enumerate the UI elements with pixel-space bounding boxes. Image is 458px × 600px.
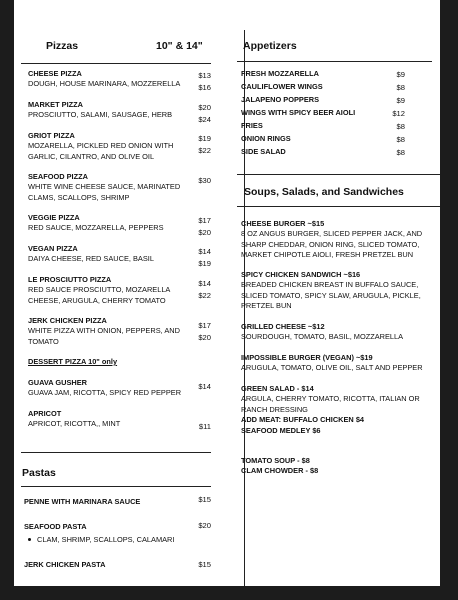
price-14: $20 xyxy=(198,333,211,342)
price: $8 xyxy=(396,83,405,92)
price-10: $14 xyxy=(198,247,211,256)
price: $15 xyxy=(198,495,211,504)
menu-item: VEGAN PIZZA DAIYA CHEESE, RED SAUCE, BASIL xyxy=(28,244,154,264)
price: $14 xyxy=(198,382,211,391)
menu-item: GUAVA GUSHER GUAVA JAM, RICOTTA, SPICY RED PEPPER xyxy=(28,378,182,398)
menu-item: GREEN SALAD - $14 ARGULA, CHERRY TOMATO, RICOTTA, ITALIAN OR RANCH DRESSING ADD MEAT: BUFFALO CHICKEN $4 SEAFOOD MEDLEY $6 xyxy=(241,384,420,435)
pastas-rule xyxy=(21,486,211,487)
price: $12 xyxy=(392,109,405,118)
price-10: $13 xyxy=(198,71,211,80)
menu-item: TOMATO SOUP - $8 xyxy=(241,456,310,465)
price: $20 xyxy=(198,521,211,530)
price: $9 xyxy=(396,96,405,105)
pizzas-sizes: 10" & 14" xyxy=(156,40,203,52)
menu-item: SPICY CHICKEN SANDWICH ~$16 BREADED CHICKEN BREAST IN BUFFALO SAUCE, SLICED TOMATO, SPICY SLAW, ARUGULA, PICKLE, PRETZEL BUN xyxy=(241,270,421,311)
appetizers-heading: Appetizers xyxy=(243,40,297,52)
price-10: $14 xyxy=(198,279,211,288)
list-item: CLAM, SHRIMP, SCALLOPS, CALAMARI xyxy=(24,535,174,545)
soups-top-rule xyxy=(237,174,440,175)
menu-page xyxy=(14,0,440,586)
price: $11 xyxy=(198,422,211,431)
pastas-top-rule xyxy=(21,452,211,453)
price-10: $17 xyxy=(198,321,211,330)
menu-item: ONION RINGS xyxy=(241,134,291,143)
menu-item: VEGGIE PIZZA RED SAUCE, MOZZARELLA, PEPPERS xyxy=(28,213,164,233)
appetizers-rule xyxy=(237,61,432,62)
soups-rule xyxy=(237,206,440,207)
menu-item: CHEESE BURGER ~$15 8 OZ ANGUS BURGER, SLICED PEPPER JACK, AND SHARP CHEDDAR, ONION RING, SLICED TOMATO, MARKET CHIPOTLE AIOLI, FRESH PRETZEL BUN xyxy=(241,219,423,260)
menu-item: MARKET PIZZA PROSCIUTTO, SALAMI, SAUSAGE, HERB xyxy=(28,100,173,120)
dessert-heading: DESSERT PIZZA 10" only xyxy=(28,357,118,366)
price-14: $20 xyxy=(198,228,211,237)
menu-item: APRICOT APRICOT, RICOTTA,, MINT xyxy=(28,409,121,429)
menu-item: CLAM CHOWDER - $8 xyxy=(241,466,319,475)
price-14: $24 xyxy=(198,115,211,124)
menu-item: GRILLED CHEESE ~$12 SOURDOUGH, TOMATO, BASIL, MOZZARELLA xyxy=(241,322,404,342)
price-10: $19 xyxy=(198,134,211,143)
pastas-heading: Pastas xyxy=(22,467,56,479)
menu-item: CAULIFLOWER WINGS xyxy=(241,82,323,91)
menu-item: JALAPENO POPPERS xyxy=(241,95,320,104)
menu-item: JERK CHICKEN PASTA xyxy=(24,560,106,569)
menu-item: FRIES xyxy=(241,121,263,130)
price: $8 xyxy=(396,122,405,131)
menu-item: CHEESE PIZZA DOUGH, HOUSE MARINARA, MOZZERELLA xyxy=(28,69,181,89)
menu-item: SIDE SALAD xyxy=(241,147,286,156)
menu-item: SEAFOOD PIZZA WHITE WINE CHEESE SAUCE, MARINATED CLAMS, SCALLOPS, SHRIMP xyxy=(28,172,181,202)
price-14: $19 xyxy=(198,259,211,268)
menu-item: PENNE WITH MARINARA SAUCE xyxy=(24,497,141,506)
menu-item: FRESH MOZZARELLA xyxy=(241,69,320,78)
price: $8 xyxy=(396,148,405,157)
bullet-icon xyxy=(28,538,31,541)
price: $15 xyxy=(198,560,211,569)
soups-heading: Soups, Salads, and Sandwiches xyxy=(244,186,404,198)
price-10: $30 xyxy=(198,176,211,185)
price-10: $20 xyxy=(198,103,211,112)
price: $9 xyxy=(396,70,405,79)
menu-item: WINGS WITH SPICY BEER AIOLI xyxy=(241,108,356,117)
menu-item: IMPOSSIBLE BURGER (VEGAN) ~$19 ARUGULA, TOMATO, OLIVE OIL, SALT AND PEPPER xyxy=(241,353,423,373)
pizzas-rule xyxy=(21,63,211,64)
menu-item: LE PROSCIUTTO PIZZA RED SAUCE PROSCIUTTO, MOZARELLA CHEESE, ARUGULA, CHERRY TOMATO xyxy=(28,275,170,305)
menu-item: JERK CHICKEN PIZZA WHITE PIZZA WITH ONION, PEPPERS, AND TOMATO xyxy=(28,316,180,346)
price: $8 xyxy=(396,135,405,144)
price-14: $22 xyxy=(198,291,211,300)
price-14: $16 xyxy=(198,83,211,92)
pizzas-heading: Pizzas xyxy=(46,40,79,52)
price-10: $17 xyxy=(198,216,211,225)
price-14: $22 xyxy=(198,146,211,155)
menu-item: SEAFOOD PASTA xyxy=(24,522,87,531)
menu-item: GRIOT PIZZA MOZARELLA, PICKLED RED ONION WITH GARLIC, CILANTRO, AND OLIVE OIL xyxy=(28,131,174,161)
